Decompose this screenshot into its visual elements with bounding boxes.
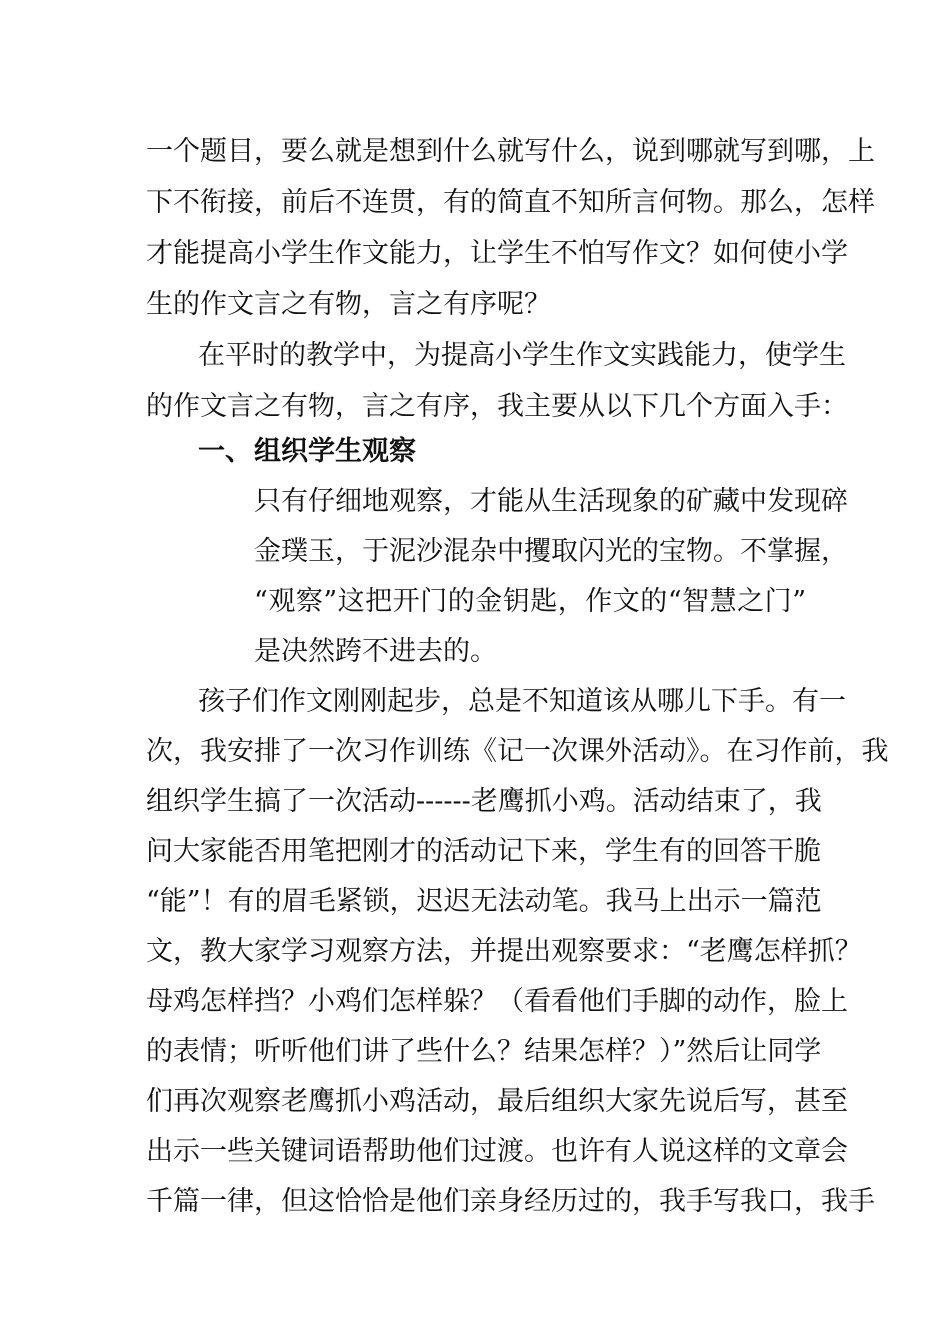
- quote-line: “观察”这把开门的金钥匙，作文的“智慧之门”: [254, 586, 806, 617]
- paragraph-line: 们再次观察老鹰抓小鸡活动，最后组织大家先说后写，甚至: [146, 1086, 848, 1117]
- paragraph-line: 在平时的教学中，为提高小学生作文实践能力，使学生: [198, 340, 846, 371]
- quote-line: 只有仔细地观察，才能从生活现象的矿藏中发现碎: [254, 486, 848, 517]
- paragraph-line: 的表情；听听他们讲了些什么？结果怎样？）”然后让同学: [146, 1036, 822, 1067]
- quote-line: 金璞玉，于泥沙混杂中攫取闪光的宝物。不掌握，: [254, 536, 848, 567]
- paragraph-line: 才能提高小学生作文能力，让学生不怕写作文？如何使小学: [146, 238, 848, 269]
- section-number: 一、: [198, 436, 252, 467]
- paragraph-line: 问大家能否用笔把刚才的活动记下来，学生有的回答干脆: [146, 836, 821, 867]
- paragraph-line: 母鸡怎样挡？小鸡们怎样躲？（看看他们手脚的动作，脸上: [146, 986, 848, 1017]
- paragraph-line: 文，教大家学习观察方法，并提出观察要求：“老鹰怎样抓？: [146, 936, 862, 967]
- section-title: 组织学生观察: [254, 436, 416, 467]
- paragraph-line: 出示一些关键词语帮助他们过渡。也许有人说这样的文章会: [146, 1136, 848, 1167]
- paragraph-line: 生的作文言之有物，言之有序呢？: [146, 289, 551, 320]
- section-heading: [198, 436, 416, 468]
- paragraph-line: 下不衔接，前后不连贯，有的简直不知所言何物。那么，怎样: [146, 187, 875, 218]
- paragraph-line: 组织学生搞了一次活动------老鹰抓小鸡。活动结束了，我: [146, 786, 822, 817]
- paragraph-line: 千篇一律，但这恰恰是他们亲身经历过的，我手写我口，我手: [146, 1186, 875, 1217]
- quote-line: 是决然跨不进去的。: [254, 636, 497, 667]
- paragraph-line: 一个题目，要么就是想到什么就写什么，说到哪就写到哪，上: [146, 136, 875, 167]
- paragraph-line: 的作文言之有物，言之有序，我主要从以下几个方面入手：: [146, 391, 848, 422]
- paragraph-line: “能”！有的眉毛紧锁，迟迟无法动笔。我马上出示一篇范: [146, 886, 822, 917]
- paragraph-line: 孩子们作文刚刚起步，总是不知道该从哪儿下手。有一: [198, 686, 846, 717]
- paragraph-line: 次，我安排了一次习作训练《记一次课外活动》。在习作前，我: [146, 736, 889, 767]
